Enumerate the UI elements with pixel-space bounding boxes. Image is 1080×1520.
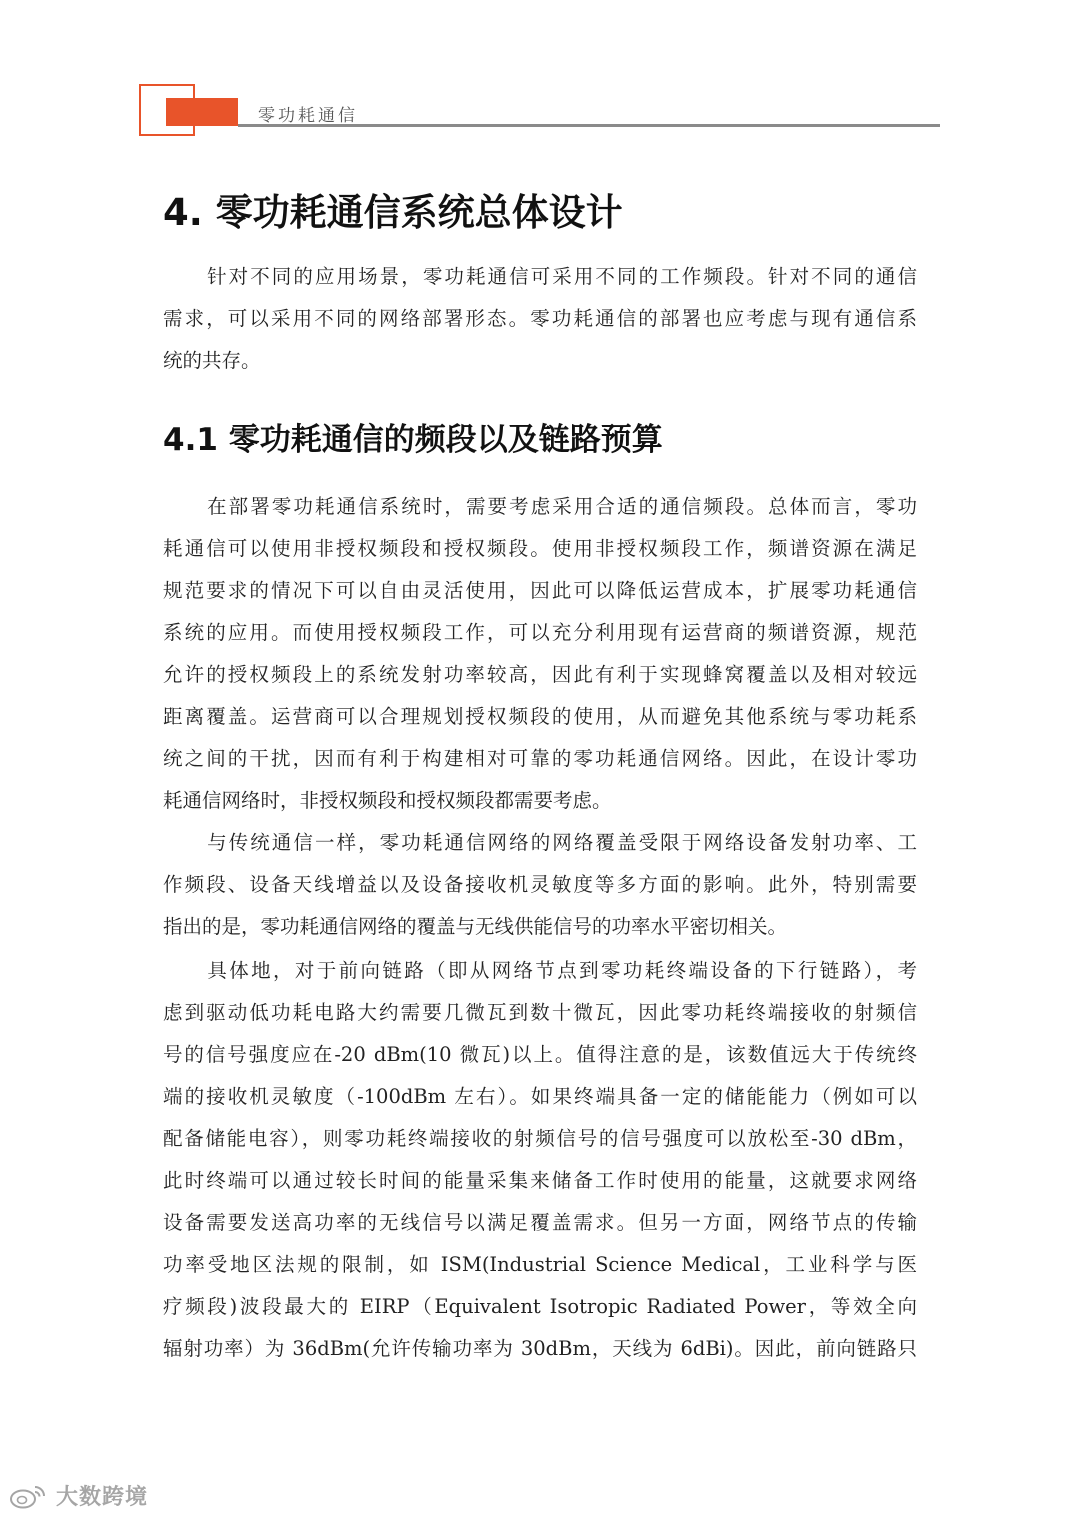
text-line: 功率受地区法规的限制，如 ISM(Industrial Science Medical，工业科学与医 xyxy=(163,1253,917,1276)
text-line: 在部署零功耗通信系统时，需要考虑采用合适的通信频段。总体而言，零功 xyxy=(205,495,917,518)
text-line: 距离覆盖。运营商可以合理规划授权频段的使用，从而避免其他系统与零功耗系 xyxy=(163,705,917,728)
text-line: 耗通信网络时，非授权频段和授权频段都需要考虑。 xyxy=(163,789,612,812)
text-line: 指出的是，零功耗通信网络的覆盖与无线供能信号的功率水平密切相关。 xyxy=(163,915,788,938)
text-line: 辐射功率）为 36dBm(允许传输功率为 30dBm，天线为 6dBi)。因此，前向链路只 xyxy=(163,1337,917,1360)
text-line: 虑到驱动低功耗电路大约需要几微瓦到数十微瓦，因此零功耗终端接收的射频信 xyxy=(163,1001,917,1024)
text-line: 耗通信可以使用非授权频段和授权频段。使用非授权频段工作，频谱资源在满足 xyxy=(163,537,917,560)
watermark-text: 大数跨境 xyxy=(56,1485,149,1510)
header-accent-bar xyxy=(166,98,238,126)
text-line: 疗频段)波段最大的 EIRP（Equivalent Isotropic Radiated Power，等效全向 xyxy=(163,1295,917,1318)
body-paragraph xyxy=(163,950,917,1370)
text-line: 端的接收机灵敏度（-100dBm 左右）。如果终端具备一定的储能能力（例如可以 xyxy=(163,1085,917,1108)
text-line: 允许的授权频段上的系统发射功率较高，因此有利于实现蜂窝覆盖以及相对较远 xyxy=(163,663,917,686)
body-paragraph xyxy=(163,486,917,822)
text-line: 作频段、设备天线增益以及设备接收机灵敏度等多方面的影响。此外，特别需要 xyxy=(163,873,917,896)
text-line: 针对不同的应用场景，零功耗通信可采用不同的工作频段。针对不同的通信 xyxy=(205,265,917,288)
text-line: 此时终端可以通过较长时间的能量采集来储备工作时使用的能量，这就要求网络 xyxy=(163,1169,917,1192)
watermark xyxy=(8,1480,148,1511)
running-title: 零功耗通信 xyxy=(258,106,358,126)
intro-paragraph xyxy=(163,256,917,382)
text-line: 具体地，对于前向链路（即从网络节点到零功耗终端设备的下行链路），考 xyxy=(205,959,917,982)
text-line: 配备储能电容），则零功耗终端接收的射频信号的信号强度可以放松至-30 dBm， xyxy=(163,1127,917,1150)
text-line: 规范要求的情况下可以自由灵活使用，因此可以降低运营成本，扩展零功耗通信 xyxy=(163,579,917,602)
text-line: 设备需要发送高功率的无线信号以满足覆盖需求。但另一方面，网络节点的传输 xyxy=(163,1211,917,1234)
subsection-title: 4.1 零功耗通信的频段以及链路预算 xyxy=(163,422,663,458)
text-line: 统的共存。 xyxy=(163,349,261,372)
section-title: 4. 零功耗通信系统总体设计 xyxy=(163,191,623,234)
text-line: 统之间的干扰，因而有利于构建相对可靠的零功耗通信网络。因此，在设计零功 xyxy=(163,747,917,770)
weibo-logo-icon xyxy=(8,1481,52,1511)
text-line: 需求，可以采用不同的网络部署形态。零功耗通信的部署也应考虑与现有通信系 xyxy=(163,307,917,330)
text-line: 号的信号强度应在-20 dBm(10 微瓦)以上。值得注意的是，该数值远大于传统终 xyxy=(163,1043,917,1066)
body-paragraph xyxy=(163,822,917,948)
text-line: 与传统通信一样，零功耗通信网络的网络覆盖受限于网络设备发射功率、工 xyxy=(205,831,917,854)
text-line: 系统的应用。而使用授权频段工作，可以充分利用现有运营商的频谱资源，规范 xyxy=(163,621,917,644)
